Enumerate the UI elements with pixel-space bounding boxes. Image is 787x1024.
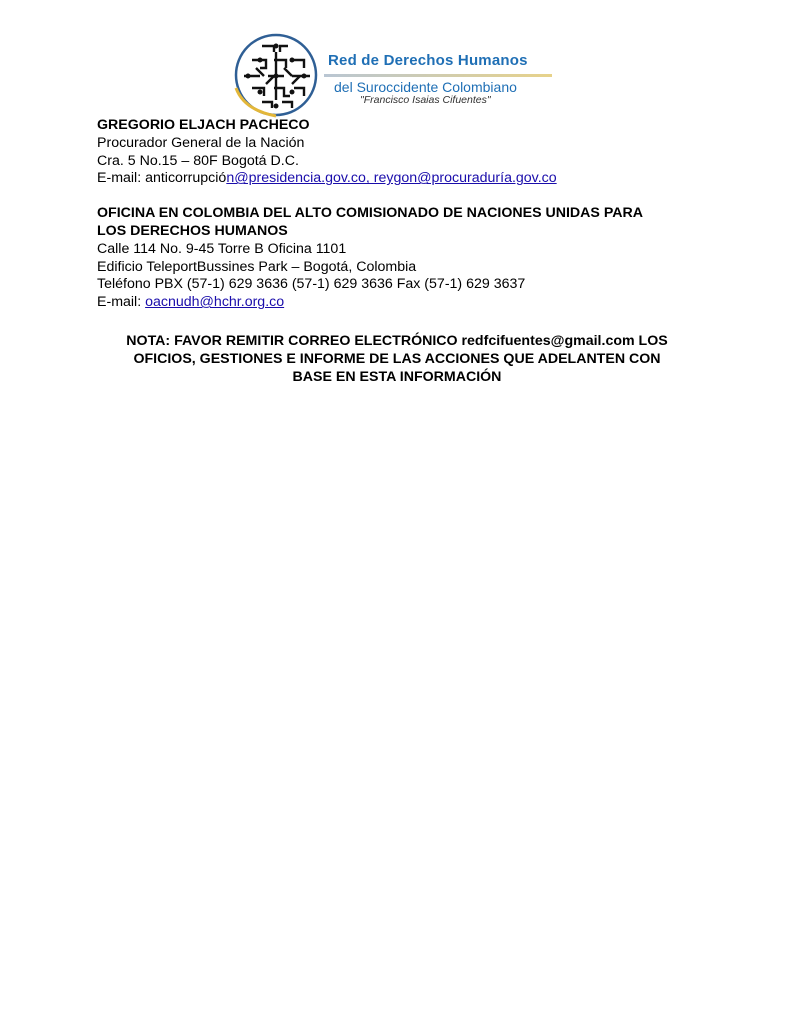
- note-line2: OFICIOS, GESTIONES E INFORME DE LAS ACCIONES QUE ADELANTEN CON: [133, 350, 661, 367]
- recipient-procurador: [97, 117, 697, 188]
- logo-divider: [324, 74, 552, 77]
- note-line3: BASE EN ESTA INFORMACIÓN: [292, 368, 502, 385]
- logo-tagline: "Francisco Isaias Cifuentes": [360, 94, 491, 106]
- recipient-email-line: [97, 294, 697, 312]
- recipient-name-line2: LOS DERECHOS HUMANOS: [97, 222, 288, 239]
- network-emblem-icon: [232, 32, 324, 118]
- recipient-oficina: [97, 205, 697, 312]
- logo-title: Red de Derechos Humanos: [328, 52, 528, 69]
- recipient-address: Cra. 5 No.15 – 80F Bogotá D.C.: [97, 152, 299, 169]
- recipient-role: Procurador General de la Nación: [97, 134, 305, 151]
- note-line1: NOTA: FAVOR REMITIR CORREO ELECTRÓNICO redfcifuentes@gmail.com LOS: [126, 333, 668, 349]
- organization-logo: [232, 32, 562, 118]
- recipient-name: GREGORIO ELJACH PACHECO: [97, 117, 310, 133]
- recipient-email-line: [97, 170, 697, 188]
- recipient-building: Edificio TeleportBussines Park – Bogotá, Colombia: [97, 258, 417, 275]
- recipients-list: [97, 117, 697, 329]
- recipient-phone: Teléfono PBX (57-1) 629 3636 (57-1) 629 3636 Fax (57-1) 629 3637: [97, 276, 526, 293]
- email-link[interactable]: oacnudh@hchr.org.co: [145, 294, 285, 311]
- recipient-address: Calle 114 No. 9-45 Torre B Oficina 1101: [97, 240, 347, 257]
- note-paragraph: [97, 333, 697, 386]
- email-link[interactable]: n@presidencia.gov.co, reygon@procuraduría.gov.co: [226, 170, 557, 187]
- logo-subtitle: del Suroccidente Colombiano: [334, 79, 517, 95]
- email-label: E-mail:: [97, 294, 146, 311]
- recipient-name-line1: OFICINA EN COLOMBIA DEL ALTO COMISIONADO DE NACIONES UNIDAS PARA: [97, 205, 643, 222]
- email-label: E-mail: anticorrupció: [97, 170, 227, 187]
